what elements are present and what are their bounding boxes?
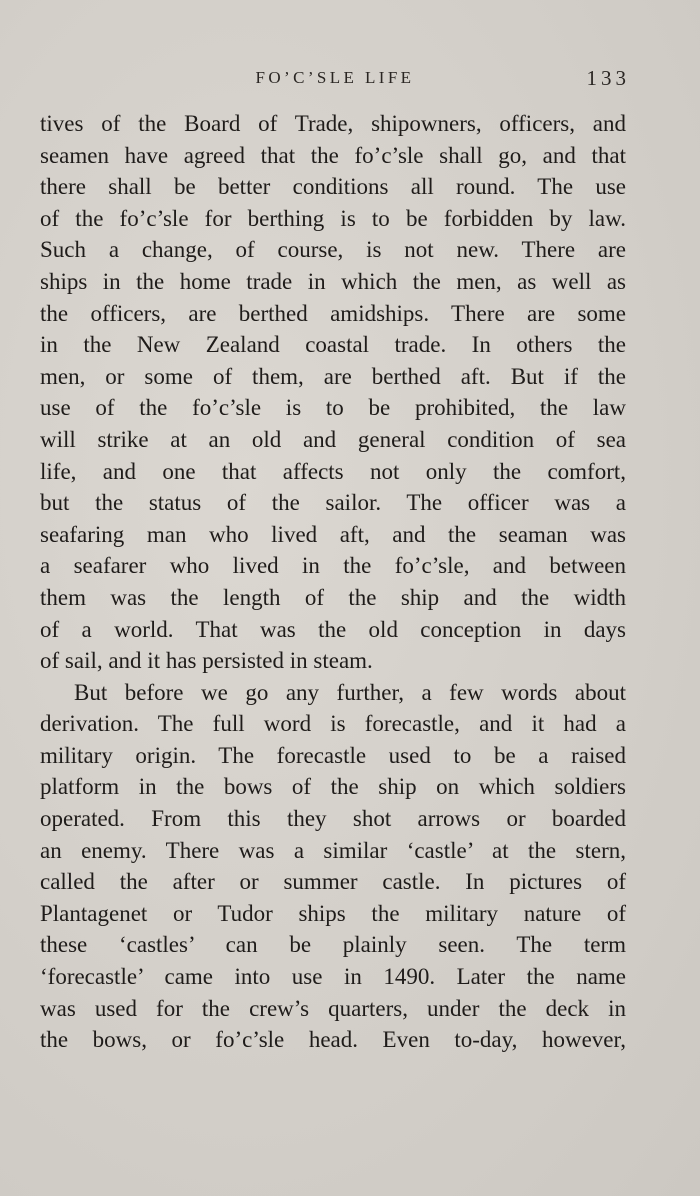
text-line: an enemy. There was a similar ‘castle’ at the stern, xyxy=(40,837,626,863)
text-line: use of the fo’c’sle is to be prohibited, the law xyxy=(40,395,626,421)
paragraph xyxy=(40,108,626,677)
text-line: But before we go any further, a few words about xyxy=(74,679,626,705)
text-line: the officers, are berthed amidships. There are some xyxy=(40,300,626,326)
running-title: FO’C’SLE LIFE xyxy=(255,68,415,87)
text-line: but the status of the sailor. The officer was a xyxy=(40,490,626,516)
text-line: a seafarer who lived in the fo’c’sle, and between xyxy=(40,553,626,579)
text-line: derivation. The full word is forecastle, and it had a xyxy=(40,711,626,737)
text-line: Such a change, of course, is not new. There are xyxy=(40,237,626,263)
text-line: ‘forecastle’ came into use in 1490. Later the name xyxy=(40,964,626,990)
text-line: them was the length of the ship and the width xyxy=(40,584,626,610)
text-line: seamen have agreed that the fo’c’sle shall go, and that xyxy=(40,142,626,168)
text-line: life, and one that affects not only the comfort, xyxy=(40,458,626,484)
text-line: military origin. The forecastle used to be a raised xyxy=(40,742,626,768)
text-line: these ‘castles’ can be plainly seen. The term xyxy=(40,932,626,958)
text-line: operated. From this they shot arrows or boarded xyxy=(40,806,626,832)
page-number: 133 xyxy=(586,66,630,90)
text-line: of a world. That was the old conception in days xyxy=(40,616,626,642)
text-line: called the after or summer castle. In pictures of xyxy=(40,869,626,895)
body-text xyxy=(40,108,626,1056)
text-line: Plantagenet or Tudor ships the military nature of xyxy=(40,900,626,926)
text-line: platform in the bows of the ship on which soldiers xyxy=(40,774,626,800)
text-line: of sail, and it has persisted in steam. xyxy=(40,648,373,674)
text-line: the bows, or fo’c’sle head. Even to-day, however, xyxy=(40,1027,626,1053)
text-line: seafaring man who lived aft, and the seaman was xyxy=(40,521,626,547)
text-line: of the fo’c’sle for berthing is to be forbidden by law. xyxy=(40,205,626,231)
running-head xyxy=(40,66,630,96)
text-line: will strike at an old and general condition of sea xyxy=(40,426,626,452)
text-line: tives of the Board of Trade, shipowners, officers, and xyxy=(40,111,626,136)
text-line: was used for the crew’s quarters, under the deck in xyxy=(40,995,626,1021)
text-line: there shall be better conditions all round. The use xyxy=(40,174,626,200)
text-line: men, or some of them, are berthed aft. But if the xyxy=(40,363,626,389)
paragraph xyxy=(40,677,626,1056)
text-line: ships in the home trade in which the men, as well as xyxy=(40,268,626,294)
text-line: in the New Zealand coastal trade. In others the xyxy=(40,332,626,358)
